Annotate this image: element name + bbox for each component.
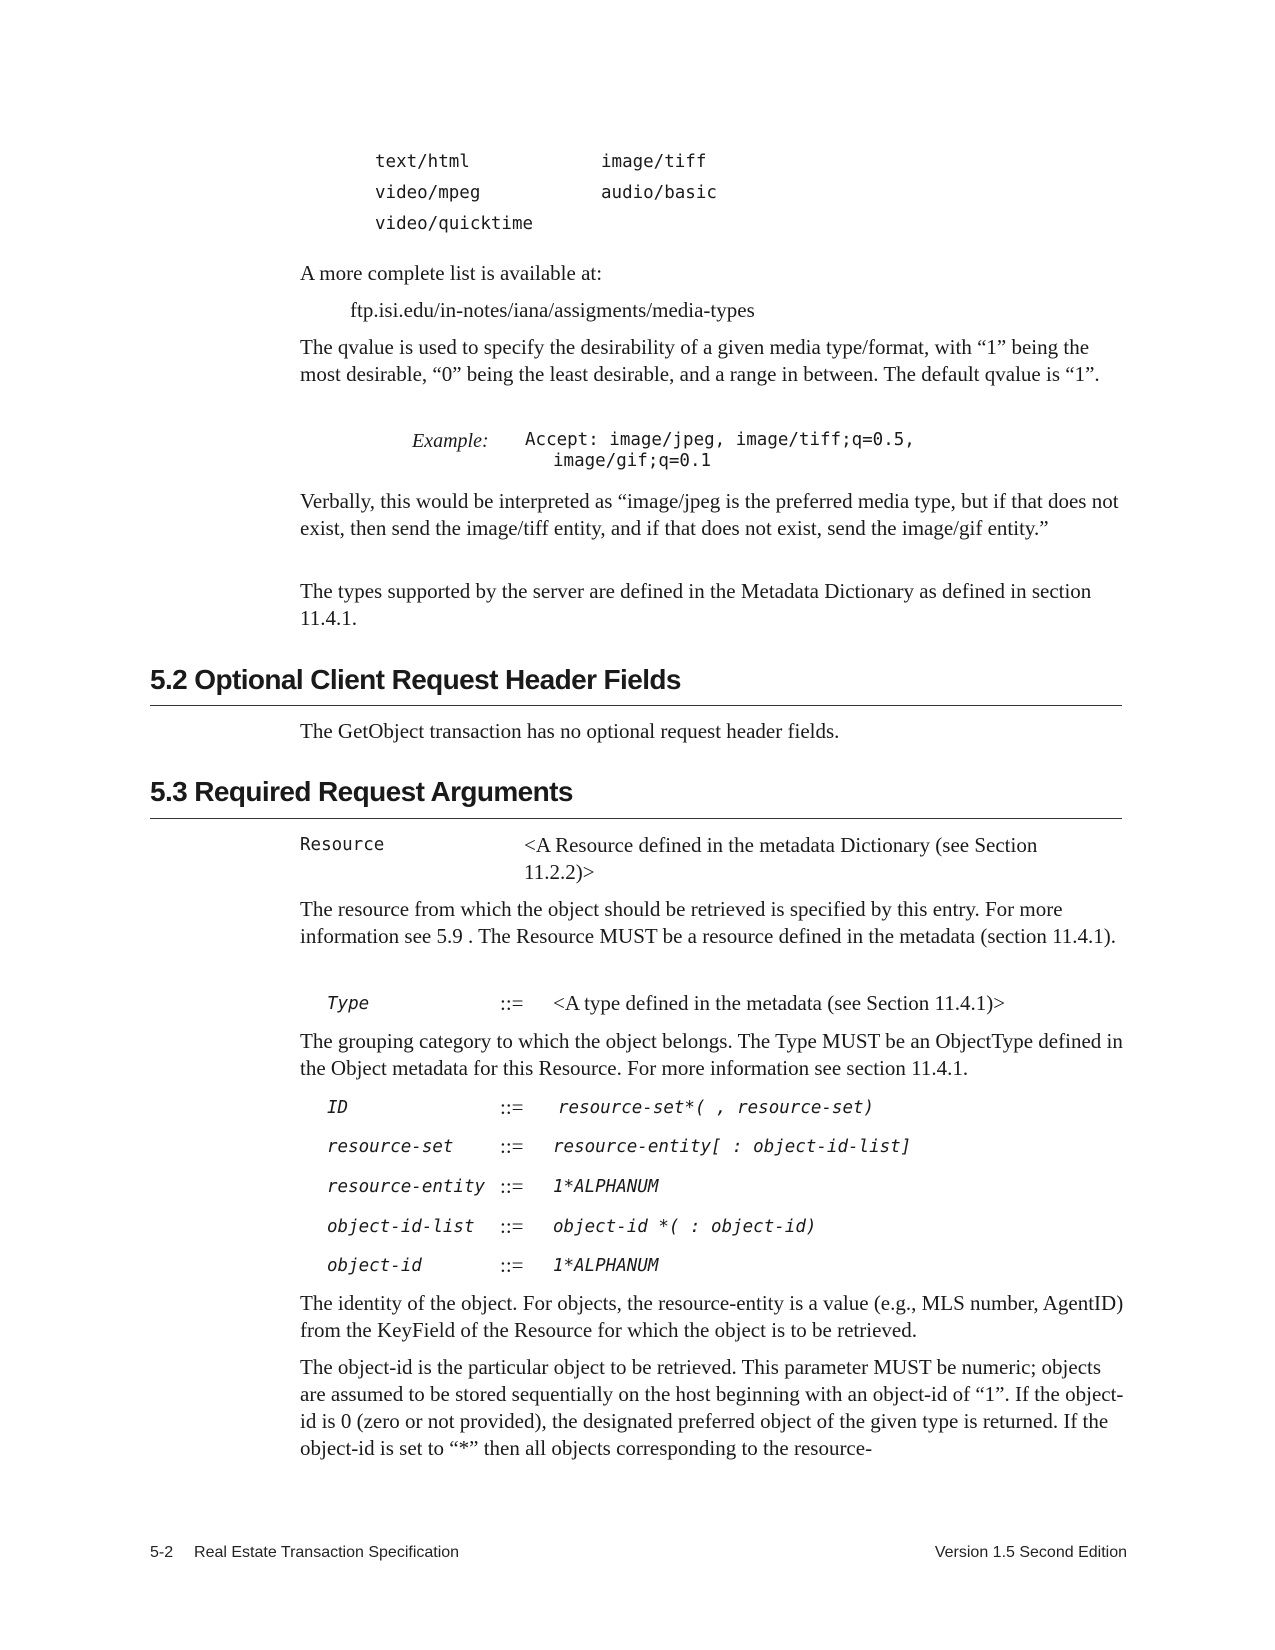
- grammar-definition: 1*ALPHANUM: [553, 1177, 659, 1197]
- section-heading-5-3: 5.3 Required Request Arguments: [150, 776, 573, 807]
- grammar-term: resource-set: [327, 1137, 454, 1157]
- grammar-definition: object-id *( : object-id): [553, 1217, 817, 1237]
- list-available-text: A more complete list is available at:: [300, 261, 603, 285]
- grammar-operator: ::=: [500, 1134, 524, 1158]
- resource-term: Resource: [300, 835, 385, 855]
- grammar-term: object-id: [327, 1256, 422, 1276]
- type-term: Type: [327, 994, 370, 1014]
- media-type: text/html: [375, 152, 470, 172]
- grammar-operator: ::=: [500, 1253, 524, 1277]
- media-type: image/tiff: [601, 152, 707, 172]
- example-label: Example:: [412, 430, 489, 452]
- grammar-term: resource-entity: [327, 1177, 486, 1197]
- page-footer-left: [150, 1544, 459, 1562]
- section-rule: [150, 818, 1122, 819]
- grammar-operator: ::=: [500, 1214, 524, 1238]
- type-paragraph: The grouping category to which the object belongs. The Type MUST be an ObjectType defined in the Object metadata for this Resource. For more information see section 11.4.1.: [300, 1029, 1123, 1080]
- version-label: Version 1.5 Second Edition: [934, 1544, 1127, 1561]
- resource-paragraph: The resource from which the object should be retrieved is specified by this entry. For more information see 5.9 . The Resource MUST be a resource defined in the metadata (section 11.4.1).: [300, 897, 1117, 948]
- grammar-operator: ::=: [500, 1174, 524, 1198]
- type-definition: <A type defined in the metadata (see Section 11.4.1)>: [553, 991, 1006, 1015]
- section-rule: [150, 705, 1122, 706]
- example-code-line-1: Accept: image/jpeg, image/tiff;q=0.5,: [525, 430, 915, 450]
- grammar-operator: ::=: [500, 991, 524, 1015]
- qvalue-paragraph: The qvalue is used to specify the desirability of a given media type/format, with “1” being the most desirable, “0” being the least desirable, and a range in between. The default qvalue is “1”.: [300, 335, 1100, 386]
- grammar-definition: resource-set*( , resource-set): [558, 1098, 875, 1118]
- page-number: 5-2: [150, 1544, 174, 1561]
- section-heading-5-2: 5.2 Optional Client Request Header Fields: [150, 664, 681, 695]
- grammar-operator: ::=: [500, 1095, 524, 1119]
- example-code-line-2: image/gif;q=0.1: [553, 451, 712, 471]
- grammar-definition: 1*ALPHANUM: [553, 1256, 659, 1276]
- resource-definition: <A Resource defined in the metadata Dictionary (see Section 11.2.2)>: [524, 833, 1038, 884]
- types-paragraph: The types supported by the server are defined in the Metadata Dictionary as defined in section 11.4.1.: [300, 579, 1092, 630]
- grammar-term: object-id-list: [327, 1217, 475, 1237]
- grammar-term: ID: [327, 1098, 349, 1118]
- media-types-url: ftp.isi.edu/in-notes/iana/assigments/media-types: [350, 298, 755, 322]
- object-id-paragraph: The object-id is the particular object to be retrieved. This parameter MUST be numeric; objects are assumed to be stored sequentially on the host beginning with an object-id of “1”. If the object-id is 0 (zero or not provided), the designated preferred object of the given type is returned. If the object-id is set to “*” then all objects corresponding to the resource-: [300, 1355, 1124, 1460]
- media-type: audio/basic: [601, 183, 717, 203]
- verbally-paragraph: Verbally, this would be interpreted as “image/jpeg is the preferred media type, but if that does not exist, then send the image/tiff entity, and if that does not exist, send the image/gif entity.”: [300, 489, 1119, 540]
- media-type: video/quicktime: [375, 214, 534, 234]
- grammar-definition: resource-entity[ : object-id-list]: [553, 1137, 912, 1157]
- document-title: Real Estate Transaction Specification: [194, 1544, 460, 1561]
- identity-paragraph: The identity of the object. For objects, the resource-entity is a value (e.g., MLS number, AgentID) from the KeyField of the Resource for which the object is to be retrieved.: [300, 1291, 1124, 1342]
- media-type: video/mpeg: [375, 183, 481, 203]
- section-5-2-body: The GetObject transaction has no optional request header fields.: [300, 719, 840, 743]
